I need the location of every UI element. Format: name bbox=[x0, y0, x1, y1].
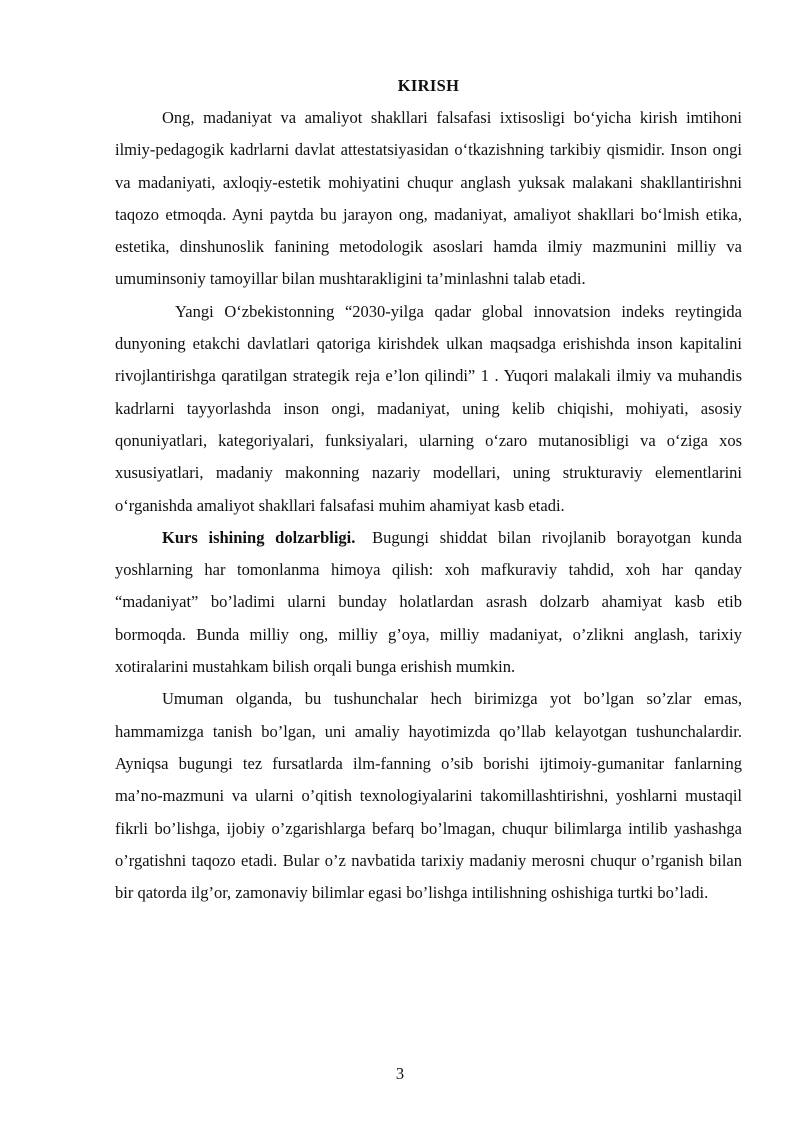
paragraph-text: Bugungi shiddat bilan rivojlanib borayotgan kunda yoshlarning har tomonlanma himoya qilish: xoh mafkuraviy tahdid, xoh har qanday “madaniyat” bo’ladimi ularni bunday holatlardan asrash dolzarb ahamiyat kasb etib bormoqda. Bunda milliy ong, milliy g’oya, milliy madaniyat, o’zlikni anglash, tarixiy xotiralarini mustahkam bilish orqali bunga erishish mumkin. bbox=[115, 527, 742, 677]
paragraph-intro bbox=[115, 102, 742, 296]
page-number: 3 bbox=[395, 1064, 405, 1083]
document-page bbox=[115, 74, 742, 909]
paragraph-strategy bbox=[115, 296, 742, 522]
paragraph-relevance bbox=[115, 522, 742, 683]
section-heading: KIRISH bbox=[397, 76, 460, 95]
paragraph-text: Umuman olganda, bu tushunchalar hech birimizga yot bo’lgan so’zlar emas, hammamizga tanish bo’lgan, uni amaliy hayotimizda qo’llab kelayotgan tushunchalardir. Ayniqsa bugungi tez fursatlarda ilm-fanning o’sib borishi ijtimoiy-gumanitar fanlarning ma’no-mazmuni va ularni o’qitish texnologiyalarini takomillashtirishni, yoshlarni mustaqil fikrli bo’lishga, ijobiy o’zgarishlarga befarq bo’lmagan, chuqur bilimlarga intilib yashashga o’rgatishni taqozo etadi. Bular o’z navbatida tarixiy madaniy merosni chuqur o’rganish bilan bir qatorda ilg’or, zamonaviy bilimlar egasi bo’lishga intilishning oshishiga turtki bo’ladi. bbox=[115, 689, 742, 903]
paragraph-text: Ong, madaniyat va amaliyot shakllari falsafasi ixtisosligi bo‘yicha kirish imtihoni ilmiy-pedagogik kadrlarni davlat attestatsiyasidan o‘tkazishning tarkibiy qismidir. Inson ongi va madaniyati, axloqiy-estetik mohiyatini chuqur anglash yuksak malakani shakllantirishni taqozo etmoqda. Ayni paytda bu jarayon ong, madaniyat, amaliyot shakllari bo‘lmish etika, estetika, dinshunoslik fanining metodologik asoslari hamda ilmiy mazmunini milliy va umuminsoniy tamoyillar bilan mushtarakligini ta’minlashni talab etadi. bbox=[115, 108, 742, 289]
paragraph-lead-bold: Kurs ishining dolzarbligi. bbox=[162, 527, 356, 547]
paragraph-conclusion bbox=[115, 683, 742, 909]
paragraph-text: Yangi O‘zbekistonning “2030-yilga qadar global innovatsion indeks reytingida dunyoning etakchi davlatlari qatoriga kirishdek ulkan maqsadga erishishda inson kapitalini rivojlantirishga qaratilgan strategik reja e’lon qilindi” 1 . Yuqori malakali ilmiy va muhandis kadrlarni tayyorlashda inson ongi, madaniyat, uning kelib chiqishi, mohiyati, asosiy qonuniyatlari, kategoriyalari, funksiyalari, ularning o‘zaro mutanosibligi va o‘ziga xos xususiyatlari, madaniy makonning nazariy modellari, uning strukturaviy elementlarini o‘rganishda amaliyot shakllari falsafasi muhim ahamiyat kasb etadi. bbox=[115, 301, 742, 515]
